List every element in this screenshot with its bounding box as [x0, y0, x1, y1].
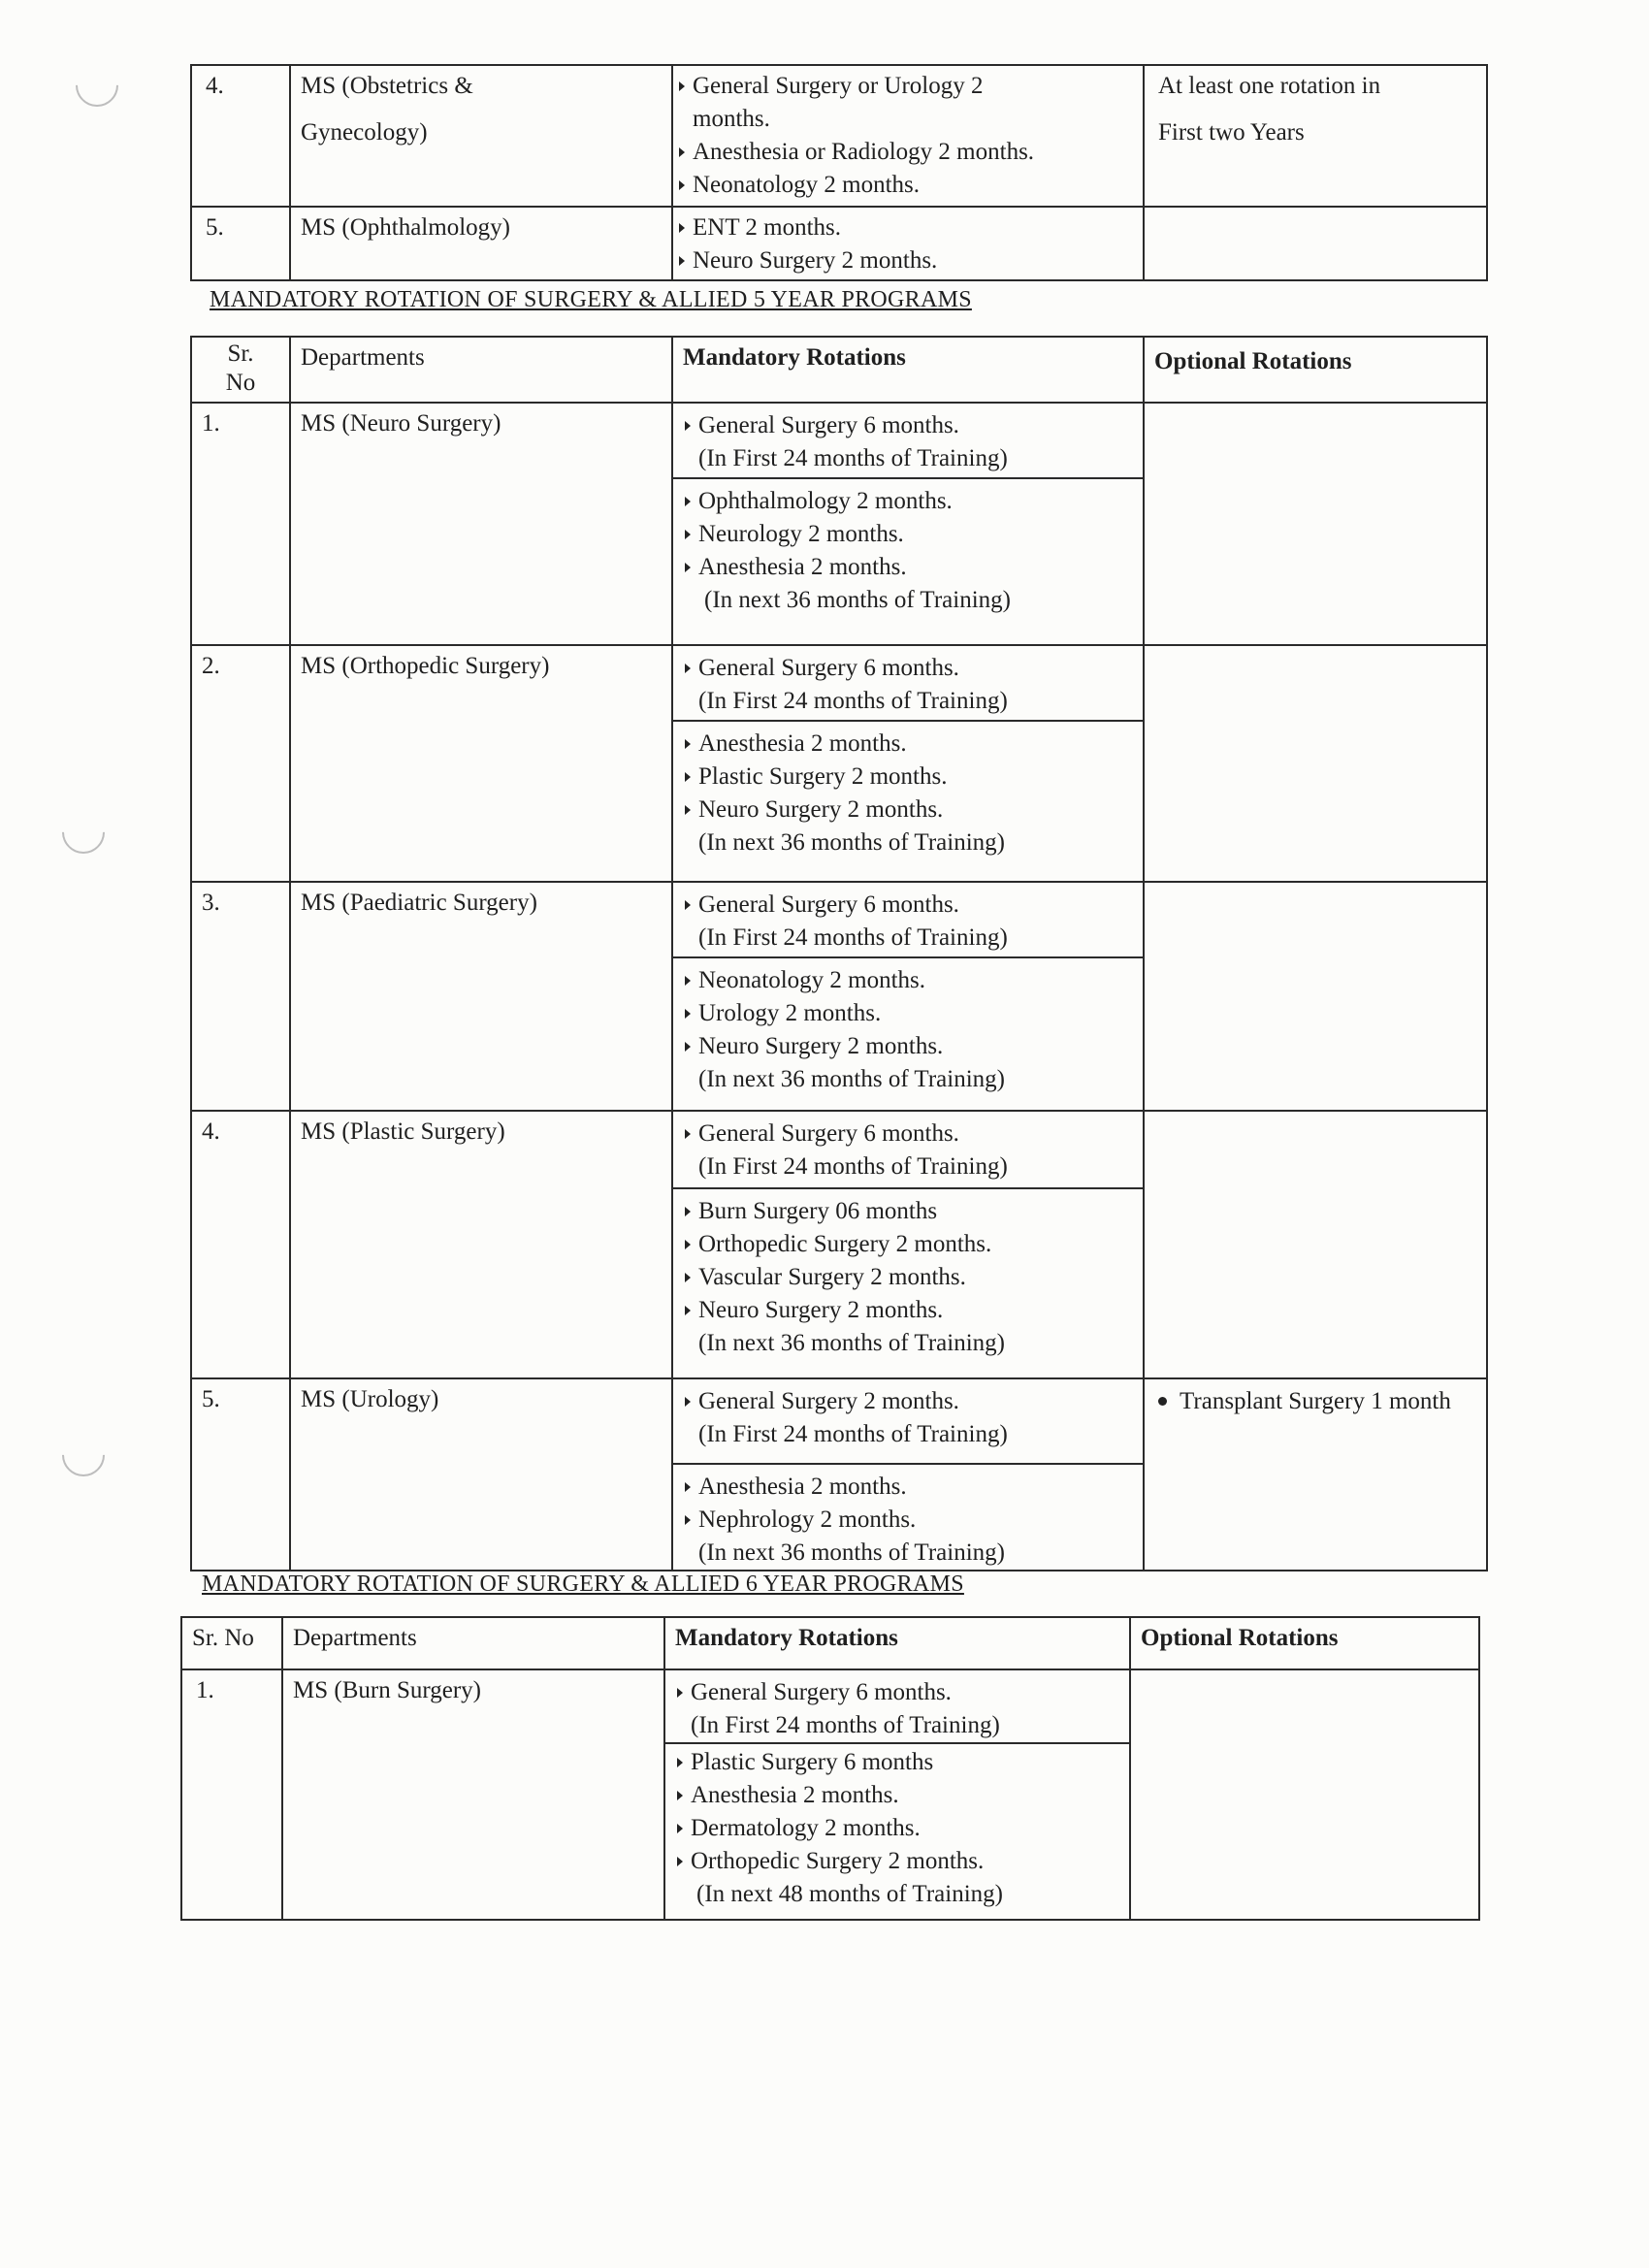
list-item: Neurology 2 months.	[683, 518, 1133, 551]
table-row	[191, 207, 1487, 280]
department-cell: MS (Plastic Surgery)	[290, 1111, 672, 1378]
list-item: Neuro Surgery 2 months.	[683, 1294, 1133, 1327]
section-heading-6-year: MANDATORY ROTATION OF SURGERY & ALLIED 6 YEAR PROGRAMS	[202, 1571, 964, 1597]
header-row	[191, 337, 1487, 403]
sr-cell: 5.	[191, 207, 290, 280]
list-item: (In First 24 months of Training)	[698, 1421, 1008, 1447]
next-phase-list	[683, 1195, 1133, 1360]
list-item: Orthopedic Surgery 2 months.	[683, 1228, 1133, 1261]
first-phase-rotations	[665, 1670, 1129, 1742]
list-item: General Surgery 6 months.	[675, 1676, 1119, 1709]
first-phase-list	[683, 652, 1133, 718]
optional-cell	[1144, 1378, 1487, 1571]
list-item: General Surgery 2 months.	[683, 1385, 1133, 1418]
list-item: Urology 2 months.	[683, 997, 1133, 1030]
sr-cell: 5.	[191, 1378, 290, 1571]
list-item: Nephrology 2 months.	[683, 1504, 1133, 1537]
list-item: Plastic Surgery 2 months.	[683, 761, 1133, 794]
department-cell: MS (Burn Surgery)	[282, 1669, 664, 1920]
list-item: General Surgery 6 months.	[683, 1118, 1133, 1150]
optional-line: First two Years	[1158, 119, 1305, 146]
list-item: Anesthesia or Radiology 2 months.	[677, 136, 1139, 169]
table-row	[191, 1378, 1487, 1571]
first-phase-list	[683, 889, 1133, 955]
departments-header: Departments	[290, 337, 672, 403]
department-line: MS (Obstetrics &	[301, 73, 473, 99]
next-phase-list	[683, 485, 1133, 617]
section-heading-5-year: MANDATORY ROTATION OF SURGERY & ALLIED 5 YEAR PROGRAMS	[210, 287, 972, 312]
optional-cell	[1144, 882, 1487, 1111]
list-item: (In First 24 months of Training)	[698, 924, 1008, 951]
list-item: Anesthesia 2 months.	[675, 1779, 1119, 1812]
sr-cell: 4.	[191, 1111, 290, 1378]
table-row	[191, 1111, 1487, 1378]
department-cell: MS (Paediatric Surgery)	[290, 882, 672, 1111]
optional-cell	[1130, 1669, 1479, 1920]
optional-header: Optional Rotations	[1130, 1617, 1479, 1669]
first-phase-rotations	[673, 404, 1143, 477]
list-item: months.	[693, 106, 770, 132]
sr-cell: 1.	[181, 1669, 282, 1920]
next-phase-rotations	[673, 477, 1143, 625]
first-phase-rotations	[673, 1112, 1143, 1187]
list-item: (In First 24 months of Training)	[698, 688, 1008, 714]
table-row	[191, 645, 1487, 882]
list-item: Anesthesia 2 months.	[683, 1471, 1133, 1504]
list-item: Vascular Surgery 2 months.	[683, 1261, 1133, 1294]
list-item: Anesthesia 2 months.	[683, 551, 1133, 584]
optional-list	[1154, 1385, 1476, 1418]
list-item: (In First 24 months of Training)	[691, 1712, 1000, 1738]
list-item: Neonatology 2 months.	[683, 964, 1133, 997]
list-item: Neuro Surgery 2 months.	[677, 244, 1139, 277]
list-item: General Surgery 6 months.	[683, 889, 1133, 922]
optional-line: At least one rotation in	[1158, 73, 1381, 99]
list-item: Anesthesia 2 months.	[683, 728, 1133, 761]
sr-header-line: Sr.	[227, 340, 254, 367]
header-row	[181, 1617, 1479, 1669]
optional-cell	[1144, 1111, 1487, 1378]
sr-cell: 1.	[191, 403, 290, 645]
first-phase-list	[675, 1676, 1119, 1742]
list-item: (In next 36 months of Training)	[698, 1539, 1005, 1566]
optional-cell	[1144, 645, 1487, 882]
mandatory-cell	[664, 1669, 1130, 1920]
five-year-rotation-table	[190, 336, 1488, 1571]
next-phase-list	[675, 1746, 1119, 1911]
list-item: (In next 36 months of Training)	[698, 829, 1005, 856]
first-phase-list	[683, 409, 1133, 475]
department-cell: MS (Orthopedic Surgery)	[290, 645, 672, 882]
next-phase-list	[683, 728, 1133, 859]
optional-header: Optional Rotations	[1144, 337, 1487, 403]
sr-header-line: No	[225, 370, 256, 396]
department-cell: MS (Ophthalmology)	[290, 207, 672, 280]
list-item: Burn Surgery 06 months	[683, 1195, 1133, 1228]
first-phase-rotations	[673, 646, 1143, 720]
list-item: Neonatology 2 months.	[677, 169, 1139, 202]
next-phase-list	[683, 1471, 1133, 1570]
departments-header: Departments	[282, 1617, 664, 1669]
table-row	[191, 65, 1487, 207]
list-item: (In next 36 months of Training)	[698, 1066, 1005, 1092]
next-phase-rotations	[665, 1742, 1129, 1919]
department-line: Gynecology)	[301, 119, 428, 146]
list-item: Neuro Surgery 2 months.	[683, 1030, 1133, 1063]
sr-cell: 2.	[191, 645, 290, 882]
punch-hole-mark	[53, 1425, 113, 1485]
optional-cell	[1144, 403, 1487, 645]
first-phase-rotations	[673, 1379, 1143, 1463]
mandatory-list	[677, 211, 1139, 277]
punch-hole-mark	[53, 802, 113, 862]
mandatory-cell	[672, 403, 1144, 645]
sr-cell: 3.	[191, 882, 290, 1111]
continued-rotation-table	[190, 64, 1488, 281]
table-row	[191, 882, 1487, 1111]
list-item: (In next 36 months of Training)	[704, 587, 1011, 613]
table-row	[191, 403, 1487, 645]
mandatory-cell	[672, 1378, 1144, 1571]
next-phase-rotations	[673, 1463, 1143, 1570]
first-phase-list	[683, 1385, 1133, 1451]
table-row	[181, 1669, 1479, 1920]
sr-cell: 4.	[191, 65, 290, 207]
punch-hole-mark	[67, 55, 127, 115]
list-item: (In next 48 months of Training)	[696, 1881, 1003, 1907]
list-item: Neuro Surgery 2 months.	[683, 794, 1133, 826]
list-item: General Surgery or Urology 2	[677, 70, 1139, 103]
list-item: (In First 24 months of Training)	[698, 1153, 1008, 1180]
six-year-rotation-table	[180, 1616, 1480, 1921]
list-item: Dermatology 2 months.	[675, 1812, 1119, 1845]
department-cell: MS (Urology)	[290, 1378, 672, 1571]
list-item: Transplant Surgery 1 month	[1154, 1385, 1476, 1418]
department-cell	[290, 65, 672, 207]
list-item: Plastic Surgery 6 months	[675, 1746, 1119, 1779]
optional-cell	[1144, 207, 1487, 280]
list-item: (In next 36 months of Training)	[698, 1330, 1005, 1356]
mandatory-cell	[672, 645, 1144, 882]
mandatory-list	[677, 70, 1139, 202]
next-phase-list	[683, 964, 1133, 1096]
first-phase-list	[683, 1118, 1133, 1183]
next-phase-rotations	[673, 720, 1143, 867]
list-item: General Surgery 6 months.	[683, 409, 1133, 442]
list-item: Ophthalmology 2 months.	[683, 485, 1133, 518]
next-phase-rotations	[673, 1187, 1143, 1368]
mandatory-cell	[672, 65, 1144, 207]
list-item: Orthopedic Surgery 2 months.	[675, 1845, 1119, 1878]
list-item: General Surgery 6 months.	[683, 652, 1133, 685]
sr-header	[191, 337, 290, 403]
mandatory-cell	[672, 1111, 1144, 1378]
mandatory-cell	[672, 207, 1144, 280]
optional-cell	[1144, 65, 1487, 207]
mandatory-header: Mandatory Rotations	[672, 337, 1144, 403]
first-phase-rotations	[673, 883, 1143, 956]
list-item: (In First 24 months of Training)	[698, 445, 1008, 471]
mandatory-cell	[672, 882, 1144, 1111]
list-item: ENT 2 months.	[677, 211, 1139, 244]
mandatory-header: Mandatory Rotations	[664, 1617, 1130, 1669]
sr-header: Sr. No	[181, 1617, 282, 1669]
next-phase-rotations	[673, 956, 1143, 1104]
department-cell: MS (Neuro Surgery)	[290, 403, 672, 645]
